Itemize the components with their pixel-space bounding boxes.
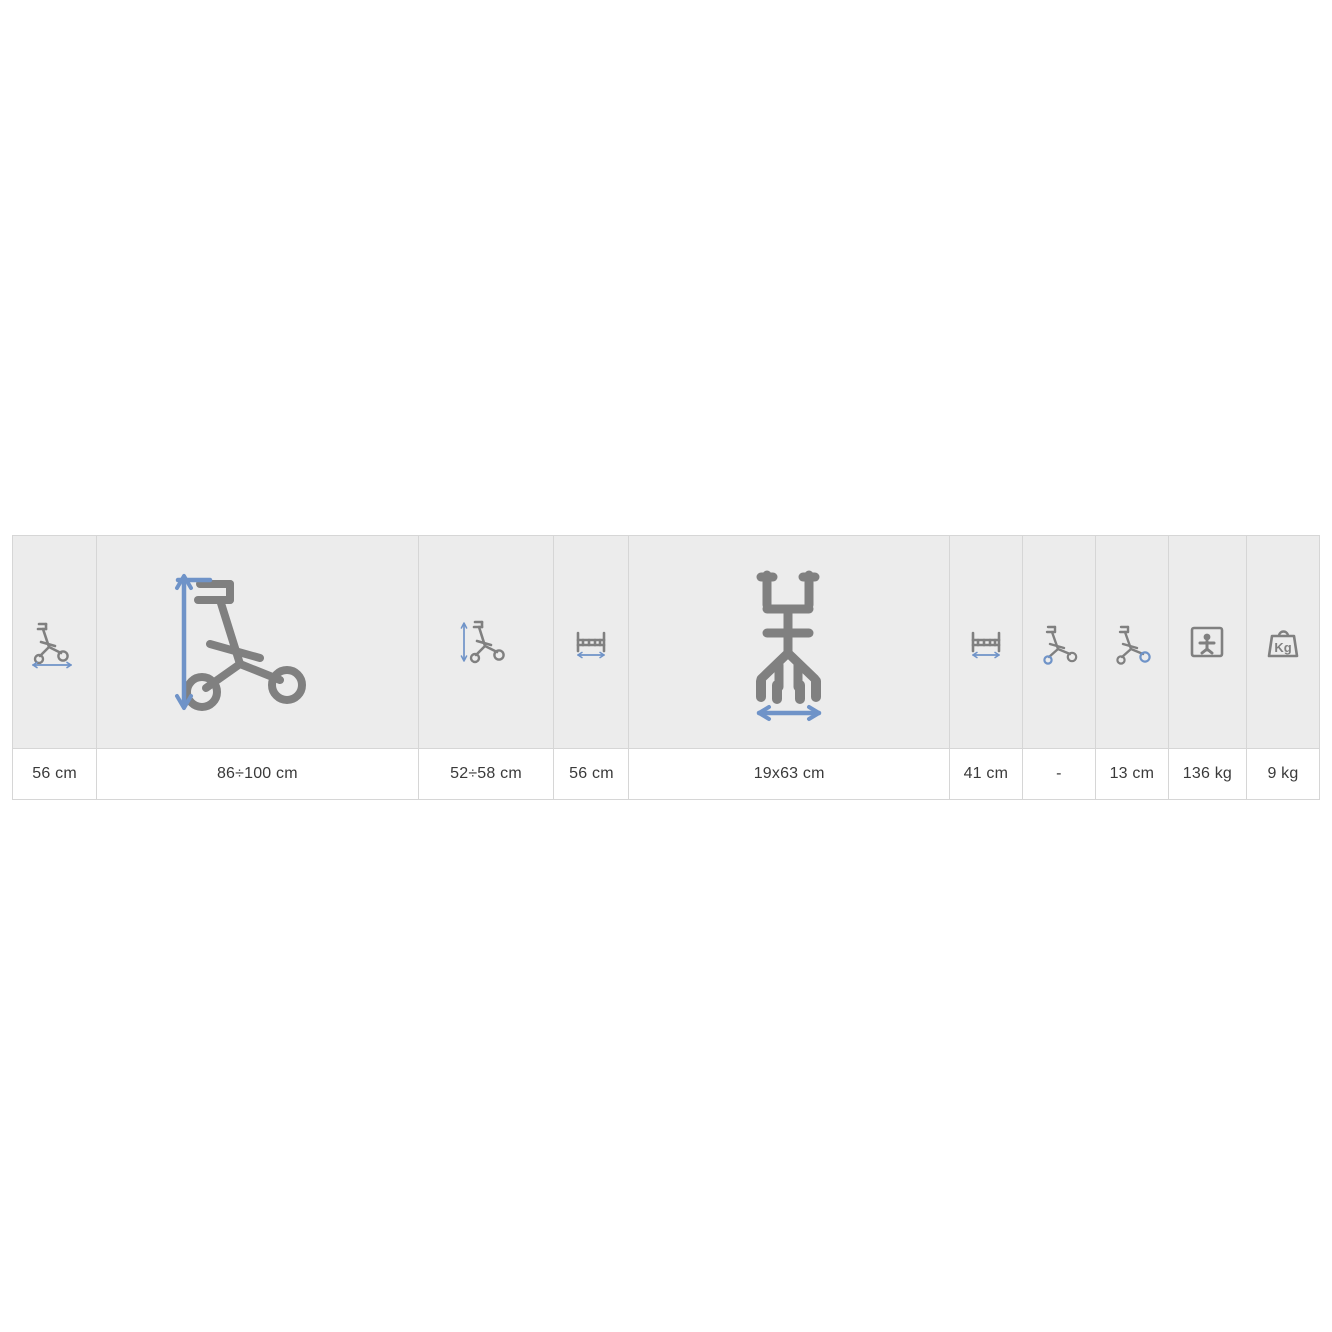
icon-cell-max-user-weight: [1168, 536, 1246, 749]
icon-cell-seat-height: [418, 536, 554, 749]
walker-side-height-icon: [419, 536, 554, 748]
icon-cell-wheel-diameter: [1095, 536, 1168, 749]
walker-front-width-icon: [13, 536, 96, 748]
icon-cell-seat-depth: [949, 536, 1022, 749]
svg-text:Kg: Kg: [1274, 640, 1292, 655]
icon-cell-rear-wheel: [1022, 536, 1095, 749]
icon-cell-overall-width: [13, 536, 97, 749]
value-seat-height: 52÷58 cm: [418, 749, 554, 800]
icon-cell-handle-height: [97, 536, 418, 749]
value-folded-dimensions: 19x63 cm: [629, 749, 949, 800]
icon-cell-folded-dimensions: [629, 536, 949, 749]
specifications-table: [12, 535, 1320, 800]
value-handle-height: 86÷100 cm: [97, 749, 418, 800]
icon-cell-seat-width: [554, 536, 629, 749]
value-seat-depth: 41 cm: [949, 749, 1022, 800]
seat-width-icon: [554, 536, 628, 748]
value-overall-width: 56 cm: [13, 749, 97, 800]
walker-folded-width-arrow-icon: [629, 536, 948, 748]
value-row: [13, 749, 1320, 800]
seat-depth-icon: [950, 536, 1022, 748]
max-user-weight-icon: [1169, 536, 1246, 748]
walker-rear-wheel-icon: [1023, 536, 1095, 748]
product-weight-kg-icon: [1247, 536, 1319, 748]
value-wheel-diameter: 13 cm: [1095, 749, 1168, 800]
value-seat-width: 56 cm: [554, 749, 629, 800]
walker-wheel-size-icon: [1096, 536, 1168, 748]
value-max-user-weight: 136 kg: [1168, 749, 1246, 800]
icon-cell-product-weight: [1246, 536, 1319, 749]
icon-row: [13, 536, 1320, 749]
walker-handle-height-arrow-icon: [97, 536, 417, 748]
value-rear-wheel: -: [1022, 749, 1095, 800]
value-product-weight: 9 kg: [1246, 749, 1319, 800]
